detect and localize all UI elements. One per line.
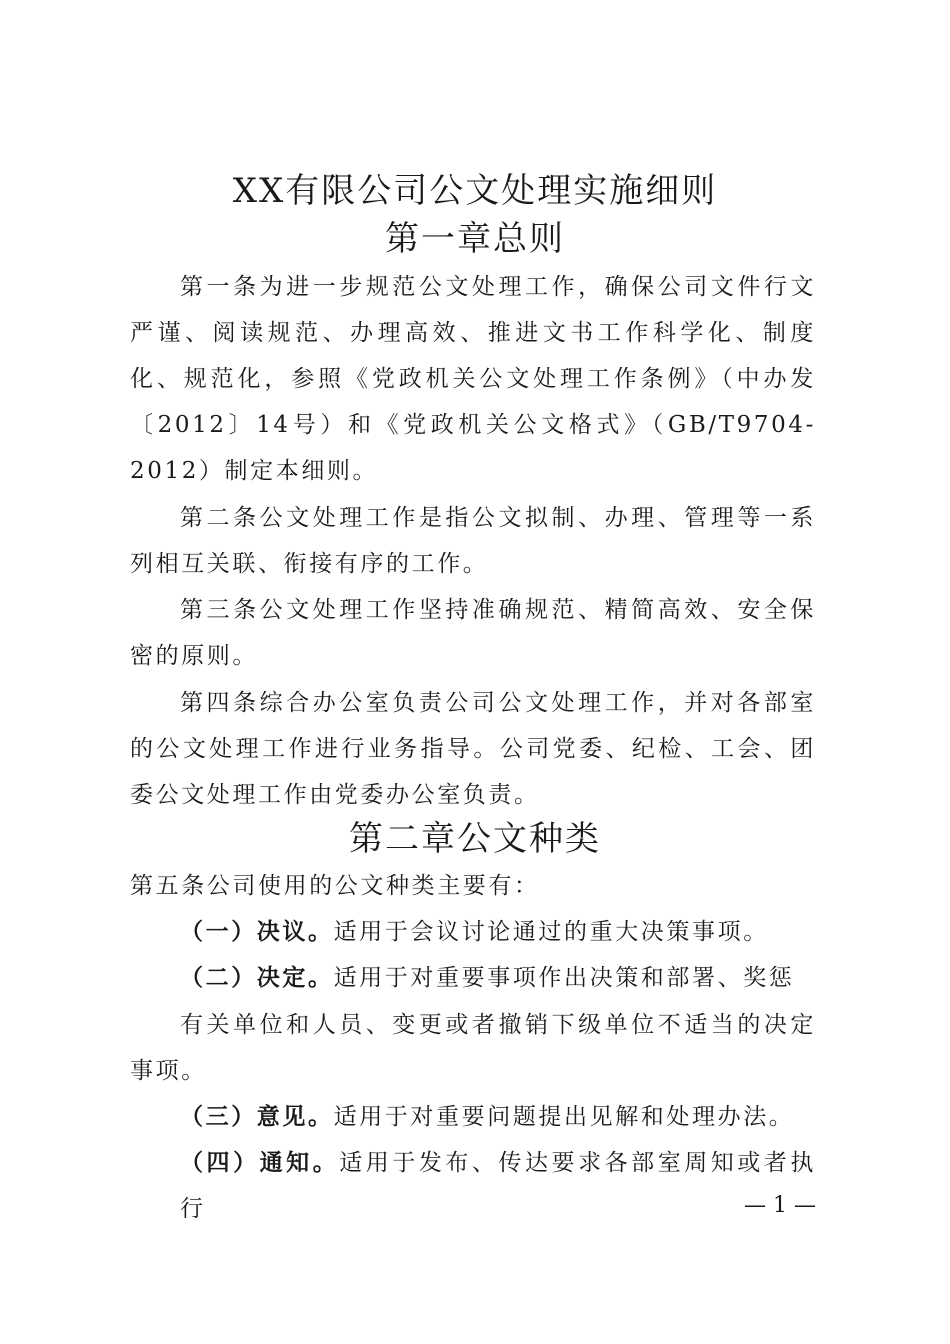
doc-type-item-resolution [180, 909, 816, 955]
article-3: 第三条公文处理工作坚持准确规范、精简高效、安全保密的原则。 [130, 597, 816, 669]
doc-type-item-decision-continued [130, 1002, 816, 1094]
article-2: 第二条公文处理工作是指公文拟制、办理、管理等一系列相互关联、衔接有序的工作。 [130, 505, 816, 577]
doc-type-label: （三）意见。 [180, 1103, 334, 1130]
doc-type-description: 适用于会议讨论通过的重大决策事项。 [333, 919, 769, 945]
doc-type-description: 适用于对重要问题提出见解和处理办法。 [333, 1104, 795, 1130]
doc-type-label: （二）决定。 [180, 964, 334, 991]
chapter-1-heading: 第一章总则 [385, 219, 565, 259]
article-4: 第四条综合办公室负责公司公文处理工作，并对各部室的公文处理工作进行业务指导。公司党委、纪检、工会、团委公文处理工作由党委办公室负责。 [130, 690, 816, 808]
document-title: XX有限公司公文处理实施细则 [232, 171, 718, 211]
doc-type-description: 有关单位和人员、变更或者撤销下级单位不适当的决定事项。 [130, 1012, 816, 1084]
article-1: 第一条为进一步规范公文处理工作，确保公司文件行文严谨、阅读规范、办理高效、推进文书工作科学化、制度化、规范化，参照《党政机关公文处理工作条例》（中办发〔2012〕14号）和《党政机关公文格式》（GB/T9704-2012）制定本细则。 [130, 274, 816, 484]
doc-type-label: （四）通知。 [180, 1149, 340, 1176]
doc-type-description: 适用于发布、传达要求各部室周知或者执行 [180, 1150, 816, 1222]
doc-type-label: （一）决议。 [180, 918, 334, 945]
doc-type-item-notice [180, 1140, 816, 1232]
chapter-2-heading: 第二章公文种类 [349, 819, 601, 859]
page-number: — 1 — [744, 1193, 816, 1218]
doc-type-item-decision [180, 955, 816, 1001]
doc-type-item-opinion [180, 1094, 816, 1140]
article-5-intro: 第五条公司使用的公文种类主要有： [130, 873, 540, 899]
doc-type-description: 适用于对重要事项作出决策和部署、奖惩 [333, 965, 795, 991]
